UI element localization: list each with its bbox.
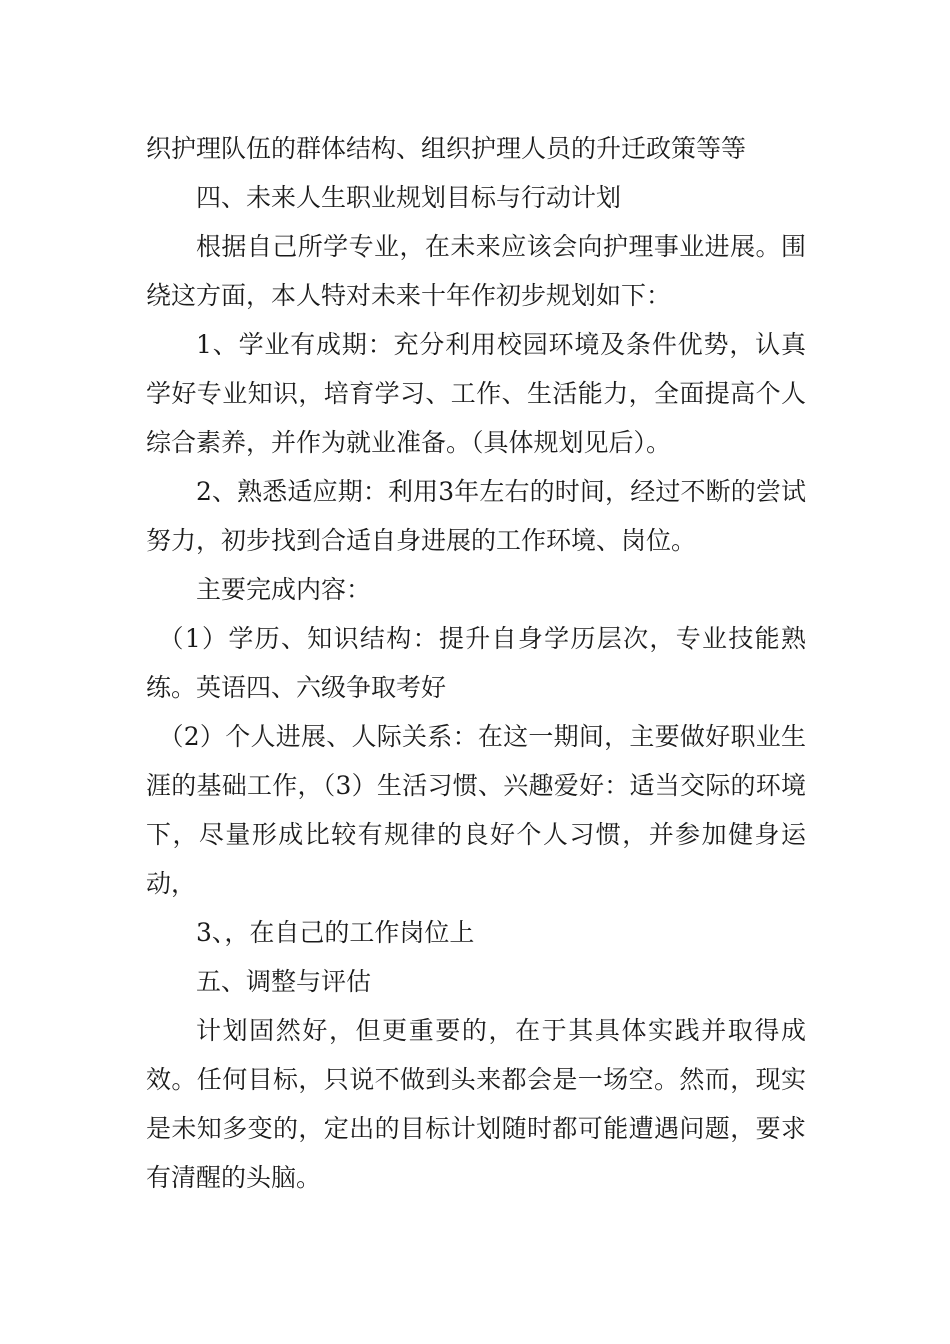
paragraph-stage-one: 1、学业有成期：充分利用校园环境及条件优势，认真学好专业知识，培育学习、工作、生活能力，全面提高个人综合素养，并作为就业准备。（具体规划见后）。 [146, 330, 806, 457]
paragraph-stage-three: 3、，在自己的工作岗位上 [196, 918, 475, 947]
section-heading-four: 四、未来人生职业规划目标与行动计划 [196, 183, 622, 212]
paragraph-intro: 根据自己所学专业，在未来应该会向护理事业进展。围绕这方面，本人特对未来十年作初步规划如下： [146, 232, 806, 310]
paragraph-item-two-three: （2）个人进展、人际关系：在这一期间，主要做好职业生涯的基础工作，（3）生活习惯、兴趣爱好：适当交际的环境下，尽量形成比较有规律的良好个人习惯，并参加健身运动， [146, 722, 806, 898]
paragraph-item-one: （1）学历、知识结构：提升自身学历层次，专业技能熟练。英语四、六级争取考好 [146, 624, 806, 702]
document-body [146, 124, 806, 1202]
section-heading-five: 五、调整与评估 [196, 967, 372, 996]
paragraph-main-content-label: 主要完成内容： [196, 575, 372, 604]
paragraph-continuation: 织护理队伍的群体结构、组织护理人员的升迁政策等等 [146, 134, 747, 163]
paragraph-evaluation: 计划固然好，但更重要的，在于其具体实践并取得成效。任何目标，只说不做到头来都会是一场空。然而，现实是未知多变的，定出的目标计划随时都可能遭遇问题，要求有清醒的头脑。 [146, 1016, 806, 1192]
paragraph-stage-two: 2、熟悉适应期：利用3年左右的时间，经过不断的尝试努力，初步找到合适自身进展的工作环境、岗位。 [146, 477, 806, 555]
